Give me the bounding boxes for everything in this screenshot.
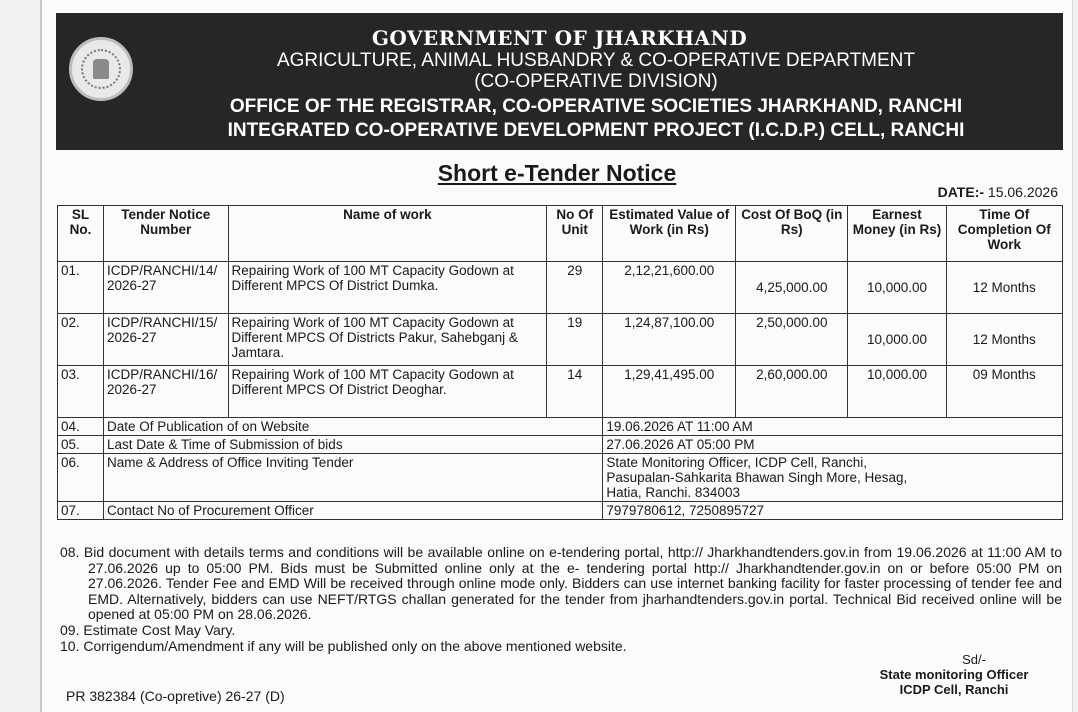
cell-tender-number: ICDP/RANCHI/14/2026-27 <box>103 262 228 314</box>
tender-notice-page <box>40 0 1073 712</box>
note-item: 08. Bid document with details terms and conditions will be available online on e-tendering portal, http:// Jharkhandtenders.gov.in from 19.06.2026 at 11:00 AM to 27.06.2026 up to 05:00 PM. Bids must be Submitted online only at the e- tendering portal http:// Jharkhandtender.gov.in on or before 05:00 PM on 27.06.2026. Tender Fee and EMD Will be received through online mode only. Bidders can use internet banking facility for faster processing of tender fee and EMD. Alternatively, bidders can use NEFT/RTGS challan generated for the tender from jharhandtenders.gov.in portal. Technical Bid received online will be opened at 05:00 PM on 28.06.2026. <box>60 544 1062 623</box>
cell-emd: 10,000.00 <box>848 366 946 418</box>
header-banner <box>56 13 1063 150</box>
info-sl: 07. <box>58 502 104 520</box>
cell-sl: 01. <box>58 262 104 314</box>
notice-date <box>938 184 1058 200</box>
info-row <box>58 454 1063 502</box>
cell-boq: 2,50,000.00 <box>736 314 848 366</box>
info-row <box>58 436 1063 454</box>
notes-section <box>60 545 1062 654</box>
table-row <box>58 314 1063 366</box>
tender-table <box>57 205 1063 520</box>
note-item: 10. Corrigendum/Amendment if any will be published only on the above mentioned website. <box>60 637 627 654</box>
col-tender-number: Tender Notice Number <box>103 206 228 262</box>
col-sl: SL No. <box>58 206 104 262</box>
cell-sl: 03. <box>58 366 104 418</box>
info-value: State Monitoring Officer, ICDP Cell, Ranchi, Pasupalan-Sahkarita Bhawan Singh More, Hesag, Hatia, Ranchi. 834003 <box>603 454 1063 502</box>
note-item: 09. Estimate Cost May Vary. <box>60 621 236 638</box>
header-division: (CO-OPERATIVE DIVISION) <box>474 71 718 92</box>
col-estimated-value: Estimated Value of Work (in Rs) <box>603 206 736 262</box>
cell-time: 12 Months <box>946 262 1062 314</box>
cell-value: 1,24,87,100.00 <box>603 314 736 366</box>
cell-value: 1,29,41,495.00 <box>603 366 736 418</box>
cell-time: 09 Months <box>946 366 1062 418</box>
header-government: GOVERNMENT OF JHARKHAND <box>371 26 748 50</box>
cell-emd: 10,000.00 <box>848 262 946 314</box>
info-sl: 06. <box>58 454 104 502</box>
col-name-of-work: Name of work <box>228 206 547 262</box>
info-value: 7979780612, 7250895727 <box>603 502 1063 520</box>
table-header-row <box>58 206 1063 262</box>
cell-work: Repairing Work of 100 MT Capacity Godown at Different MPCS Of District Dumka. <box>228 262 547 314</box>
signature-sd: Sd/- <box>962 652 986 667</box>
cell-boq: 4,25,000.00 <box>736 262 848 314</box>
cell-tender-number: ICDP/RANCHI/15/2026-27 <box>103 314 228 366</box>
info-label: Last Date & Time of Submission of bids <box>103 436 602 454</box>
cell-time: 12 Months <box>946 314 1062 366</box>
date-value: 15.06.2026 <box>987 184 1058 200</box>
info-value: 19.06.2026 AT 11:00 AM <box>603 418 1063 436</box>
table-row <box>58 262 1063 314</box>
info-label: Name & Address of Office Inviting Tender <box>103 454 602 502</box>
col-completion-time: Time Of Completion Of Work <box>946 206 1062 262</box>
col-boq-cost: Cost Of BoQ (in Rs) <box>736 206 848 262</box>
cell-units: 14 <box>547 366 603 418</box>
info-sl: 04. <box>58 418 104 436</box>
info-label: Contact No of Procurement Officer <box>103 502 602 520</box>
cell-work: Repairing Work of 100 MT Capacity Godown at Different MPCS Of Districts Pakur, Sahebganj & Jamtara. <box>228 314 547 366</box>
signature-designation: State monitoring Officer <box>879 667 1029 682</box>
header-office: OFFICE OF THE REGISTRAR, CO-OPERATIVE SOCIETIES JHARKHAND, RANCHI <box>229 96 963 117</box>
info-value: 27.06.2026 AT 05:00 PM <box>603 436 1063 454</box>
header-project: INTEGRATED CO-OPERATIVE DEVELOPMENT PROJECT (I.C.D.P.) CELL, RANCHI <box>227 120 965 141</box>
header-department: AGRICULTURE, ANIMAL HUSBANDRY & CO-OPERATIVE DEPARTMENT <box>276 50 916 71</box>
signature-block <box>854 652 1054 697</box>
cell-work: Repairing Work of 100 MT Capacity Godown at Different MPCS Of District Deoghar. <box>228 366 547 418</box>
cell-emd: 10,000.00 <box>848 314 946 366</box>
cell-value: 2,12,21,600.00 <box>603 262 736 314</box>
cell-units: 19 <box>547 314 603 366</box>
table-row <box>58 366 1063 418</box>
date-label: DATE:- <box>937 184 985 200</box>
pr-number: PR 382384 (Co-opretive) 26-27 (D) <box>66 688 285 704</box>
cell-tender-number: ICDP/RANCHI/16/2026-27 <box>103 366 228 418</box>
col-units: No Of Unit <box>547 206 603 262</box>
info-sl: 05. <box>58 436 104 454</box>
info-row <box>58 502 1063 520</box>
cell-boq: 2,60,000.00 <box>736 366 848 418</box>
info-label: Date Of Publication of on Website <box>103 418 602 436</box>
info-row <box>58 418 1063 436</box>
cell-sl: 02. <box>58 314 104 366</box>
cell-units: 29 <box>547 262 603 314</box>
signature-office: ICDP Cell, Ranchi <box>899 682 1009 697</box>
col-earnest-money: Earnest Money (in Rs) <box>848 206 946 262</box>
notice-title: Short e-Tender Notice <box>437 160 677 186</box>
